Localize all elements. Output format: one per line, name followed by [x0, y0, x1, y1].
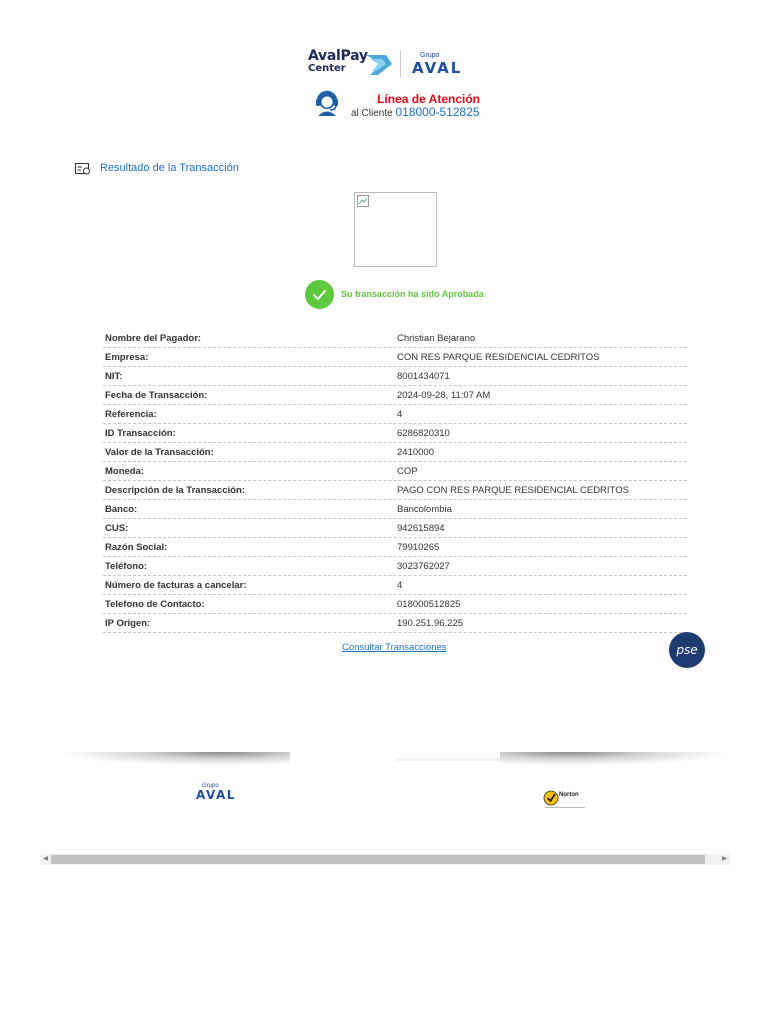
detail-value: Bancolombia — [397, 504, 452, 515]
detail-label: Fecha de Transacción: — [105, 390, 208, 401]
detail-label: Telefono de Contacto: — [105, 599, 205, 610]
broken-image-icon — [357, 195, 369, 207]
avalpay-center-logo — [308, 50, 394, 80]
detail-row — [103, 329, 687, 348]
horizontal-scrollbar[interactable] — [40, 854, 730, 865]
detail-label: Razón Social: — [105, 542, 168, 553]
norton-label: Norton — [559, 792, 579, 798]
footer-shadow-middle — [396, 758, 501, 761]
detail-value: Christian Bejarano — [397, 333, 476, 344]
detail-label: CUS: — [105, 523, 129, 534]
detail-label: Empresa: — [105, 352, 149, 363]
customer-service-agent-icon — [314, 90, 340, 118]
detail-row — [103, 462, 687, 481]
detail-value: 6286820310 — [397, 428, 450, 439]
detail-row — [103, 424, 687, 443]
detail-label: Referencia: — [105, 409, 157, 420]
detail-value: 4 — [397, 580, 403, 591]
detail-row — [103, 576, 687, 595]
detail-value: 190.251.96.225 — [397, 618, 464, 629]
detail-row — [103, 500, 687, 519]
detail-label: Teléfono: — [105, 561, 148, 572]
detail-value: COP — [397, 466, 418, 477]
consultar-transacciones-link[interactable]: Consultar Transacciones — [342, 642, 447, 653]
detail-value: 3023762027 — [397, 561, 450, 572]
section-title: Resultado de la Transacción — [100, 162, 239, 174]
pse-logo: pse — [669, 632, 705, 668]
scroll-right-arrow-icon[interactable]: ▶ — [722, 856, 727, 862]
detail-value: PAGO CON RES PARQUE RESIDENCIAL CEDRITOS — [397, 485, 629, 496]
approved-check-icon — [305, 280, 334, 309]
avalpay-word-center: Center — [308, 63, 346, 74]
avalpay-word-aval: Aval — [308, 48, 341, 64]
detail-label: Número de facturas a cancelar: — [105, 580, 247, 591]
grupo-aval-word-grupo: Grupo — [420, 52, 440, 59]
footer-grupo-aval-logo — [196, 783, 256, 803]
detail-value: 8001434071 — [397, 371, 450, 382]
detail-value: 2024-09-28, 11:07 AM — [397, 390, 491, 401]
detail-row — [103, 481, 687, 500]
support-line-number — [351, 105, 481, 119]
detail-value: 79910265 — [397, 542, 440, 553]
norton-secured-seal — [543, 789, 587, 811]
support-phone: 018000-512825 — [395, 105, 480, 119]
footer-aval-word-grupo: Grupo — [202, 783, 219, 789]
header-divider — [400, 50, 401, 78]
detail-row — [103, 348, 687, 367]
detail-row — [103, 405, 687, 424]
detail-label: ID Transacción: — [105, 428, 176, 439]
grupo-aval-word-aval: AVAL — [412, 59, 463, 77]
footer-shadow-right — [500, 752, 730, 766]
footer-shadow-left — [58, 752, 290, 766]
detail-row — [103, 519, 687, 538]
scroll-left-arrow-icon[interactable]: ◀ — [43, 856, 48, 862]
detail-value: 4 — [397, 409, 403, 420]
detail-row — [103, 443, 687, 462]
checkmark-icon — [305, 280, 334, 309]
support-line-title: Línea de Atención — [377, 92, 480, 106]
detail-row — [103, 614, 687, 633]
detail-label: Descripción de la Transacción: — [105, 485, 245, 496]
detail-row — [103, 538, 687, 557]
status-message: Su transacción ha sido Aprobada — [341, 289, 484, 299]
footer-aval-word-aval: AVAL — [196, 788, 236, 802]
support-line-prefix: al Cliente — [351, 108, 393, 119]
merchant-logo-image — [354, 192, 437, 267]
detail-label: Banco: — [105, 504, 138, 515]
detail-row — [103, 595, 687, 614]
detail-label: IP Origen: — [105, 618, 151, 629]
detail-row — [103, 386, 687, 405]
detail-label: Moneda: — [105, 466, 145, 477]
detail-value: 018000512825 — [397, 599, 461, 610]
scrollbar-thumb[interactable] — [51, 855, 705, 864]
detail-value: 942615894 — [397, 523, 445, 534]
detail-row — [103, 557, 687, 576]
grupo-aval-logo — [412, 52, 484, 78]
transaction-details-table — [103, 329, 687, 633]
detail-value: CON RES PARQUE RESIDENCIAL CEDRITOS — [397, 352, 600, 363]
detail-row — [103, 367, 687, 386]
avalpay-word-pay: Pay — [340, 48, 368, 64]
detail-label: Nombre del Pagador: — [105, 333, 202, 344]
receipt-icon — [75, 163, 91, 175]
detail-label: Valor de la Transacción: — [105, 447, 214, 458]
avalpay-arrow-icon — [364, 51, 394, 77]
detail-label: NIT: — [105, 371, 123, 382]
detail-value: 2410000 — [397, 447, 434, 458]
